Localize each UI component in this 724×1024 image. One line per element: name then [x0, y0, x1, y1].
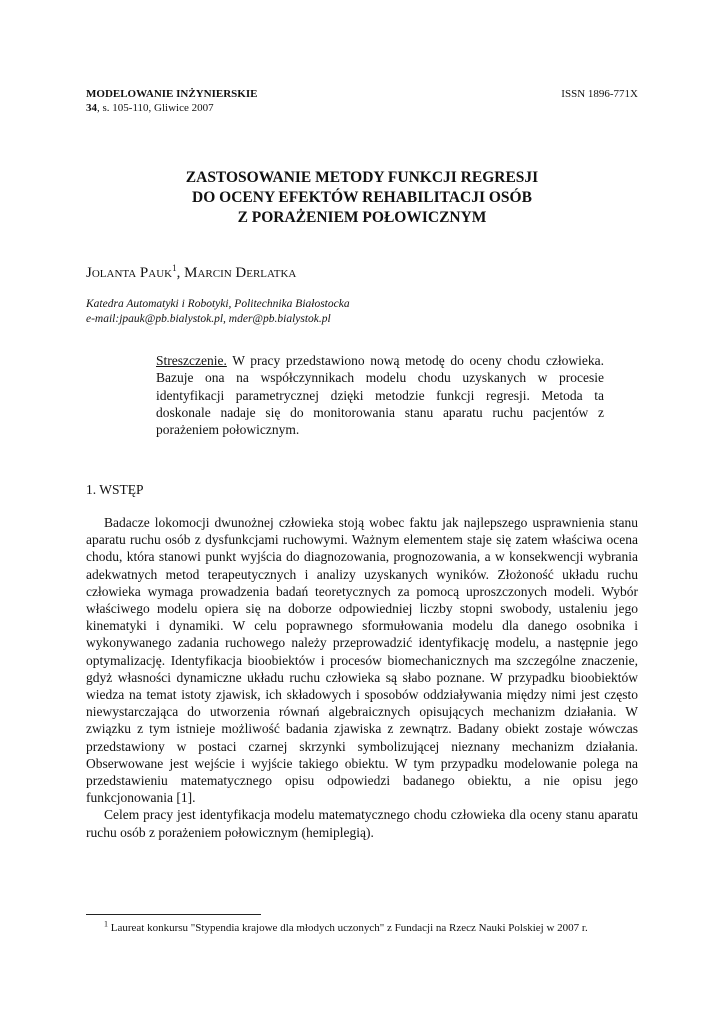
author-2: Marcin Derlatka — [184, 265, 297, 281]
authors — [86, 264, 296, 282]
footnote-mark: 1 — [104, 919, 108, 929]
pages-place: , s. 105-110, Gliwice 2007 — [97, 102, 214, 114]
title-line-3: Z PORAŻENIEM POŁOWICZNYM — [237, 209, 487, 226]
volume-number: 34 — [86, 102, 97, 114]
footnote — [86, 921, 638, 935]
author-1-footnote-mark: 1 — [172, 263, 177, 273]
volume-info — [86, 101, 214, 115]
abstract-text: W pracy przedstawiono nową metodę do oceny chodu człowieka. Bazuje ona na współczynnikach modelu chodu uzyskanych w procesie identyfikacji parametrycznej dzięki metodzie funkcji regresji. Metoda ta doskonale nadaje się do monitorowania stanu aparatu ruchu pacjentów z porażeniem połowicznym. — [156, 353, 604, 438]
abstract — [156, 352, 604, 438]
issn: ISSN 1896-771X — [561, 88, 638, 100]
paragraph: Badacze lokomocji dwunożnej człowieka stoją wobec faktu jak najlepszego usprawnienia stanu aparatu ruchu osób z dysfunkcjami ruchowymi. Ważnym elementem staje się zatem właściwa ocena chodu, która stanowi punkt wyjścia do diagnozowania, prognozowania, a w konsekwencji wybrania adekwatnych metod terapeutycznych i analizy uzyskanych wyników. Złożoność układu ruchu człowieka wymaga prowadzenia badań teoretycznych za pomocą uproszczonych modeli. Wybór właściwego modelu opiera się na doborze odpowiedniej liczby stopni swobody, ustaleniu jego kinematyki i dynamiki. W celu poprawnego sformułowania modelu dla danego osobnika i wykonywanego zadania ruchowego należy przeprowadzić identyfikację modelu, a następnie jego optymalizację. Identyfikacja bioobiektów i procesów biomechanicznych ma szczególne znaczenie, gdyż własności dynamiczne układu ruchu człowieka są słabo poznane. W przypadku bioobiektów wiedza na temat istoty zjawisk, ich składowych i sposobów oddziaływania między nimi jest często niewystarczająca do utworzenia równań algebraicznych opisujących mechanizm działania. W związku z tym istnieje możliwość badania zjawiska z zewnątrz. Badany obiekt zostaje wówczas przedstawiony w postaci czarnej skrzynki symbolizującej nieznany mechanizm działania. Obserwowane jest wejście i wyjście takiego obiektu. W tym przypadku modelowanie polega na przedstawieniu matematycznego opisu odpowiedzi badanego obiektu, a nie opisu jego funkcjonowania [1]. — [86, 515, 638, 806]
section-body — [86, 514, 638, 841]
journal-name: MODELOWANIE INŻYNIERSKIE — [86, 88, 258, 100]
title-line-2: DO OCENY EFEKTÓW REHABILITACJI OSÓB — [192, 189, 532, 206]
section-heading: 1. WSTĘP — [86, 482, 144, 497]
footnote-divider — [86, 914, 261, 915]
paper-title — [86, 168, 638, 228]
affiliation-department: Katedra Automatyki i Robotyki, Politechnika Białostocka — [86, 298, 350, 310]
author-separator: , — [176, 265, 185, 281]
paragraph: Celem pracy jest identyfikacja modelu matematycznego chodu człowieka dla oceny stanu aparatu ruchu osób z porażeniem połowicznym (hemiplegią). — [86, 807, 638, 840]
author-1: Jolanta Pauk — [86, 265, 173, 281]
footnote-text: Laureat konkursu "Stypendia krajowe dla młodych uczonych" z Fundacji na Rzecz Nauki Polskiej w 2007 r. — [108, 922, 588, 934]
title-line-1: ZASTOSOWANIE METODY FUNKCJI REGRESJI — [185, 169, 539, 186]
affiliation-email: e-mail:jpauk@pb.bialystok.pl, mder@pb.bialystok.pl — [86, 312, 331, 325]
affiliation — [86, 297, 350, 326]
abstract-label: Streszczenie. — [156, 353, 227, 368]
